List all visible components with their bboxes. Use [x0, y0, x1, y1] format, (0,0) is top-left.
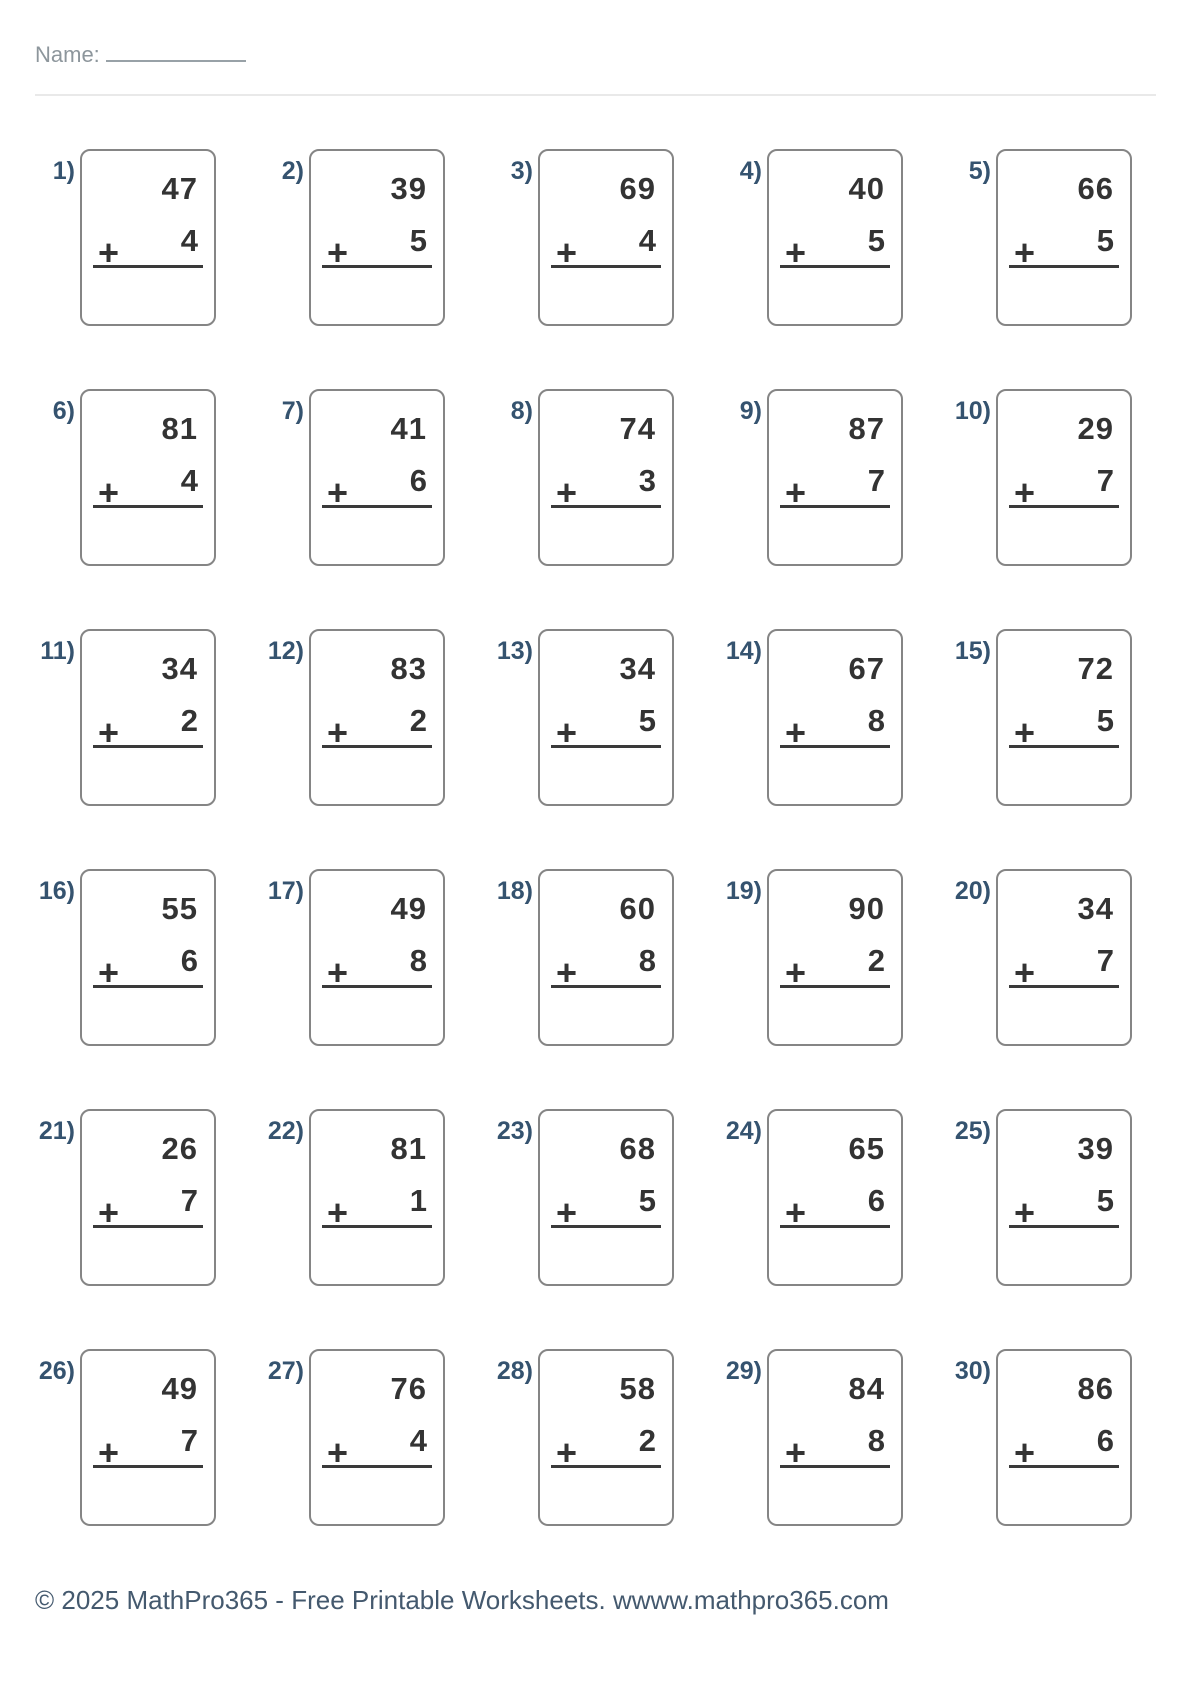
answer-area[interactable]: [543, 749, 669, 801]
top-number: 41: [390, 411, 427, 446]
plus-operator: +: [1014, 712, 1036, 753]
sum-line: [322, 265, 432, 268]
sum-line: [322, 745, 432, 748]
header-divider: [35, 94, 1156, 96]
problem-box: [996, 149, 1132, 326]
sum-line: [551, 1465, 661, 1468]
problem-number-label: 12): [267, 637, 304, 665]
plus-operator: +: [785, 472, 807, 513]
problem-box: [80, 149, 216, 326]
problem-cell: [722, 389, 903, 566]
top-number: 49: [390, 891, 427, 926]
top-number: 66: [1077, 171, 1114, 206]
problem-number-label: 10): [954, 397, 991, 425]
answer-area[interactable]: [543, 1469, 669, 1521]
sum-line: [551, 745, 661, 748]
problem-number-label: 29): [725, 1357, 762, 1385]
sum-line: [93, 1465, 203, 1468]
top-number: 72: [1077, 651, 1114, 686]
plus-operator: +: [98, 712, 120, 753]
addend-number: 7: [180, 1183, 198, 1218]
top-number: 26: [161, 1131, 198, 1166]
addend-number: 2: [180, 703, 198, 738]
plus-operator: +: [98, 1192, 120, 1233]
answer-area[interactable]: [772, 1229, 898, 1281]
plus-operator: +: [785, 712, 807, 753]
top-number: 49: [161, 1371, 198, 1406]
addend-number: 5: [638, 1183, 656, 1218]
top-number: 86: [1077, 1371, 1114, 1406]
problem-cell: [722, 869, 903, 1046]
problem-box: [538, 1349, 674, 1526]
problem-box: [767, 869, 903, 1046]
problem-cell: [722, 1349, 903, 1526]
problem-number-label: 8): [510, 397, 533, 425]
problem-box: [538, 869, 674, 1046]
sum-line: [93, 745, 203, 748]
problem-cell: [35, 389, 216, 566]
answer-area[interactable]: [1001, 989, 1127, 1041]
sum-line: [780, 505, 890, 508]
problem-cell: [264, 1349, 445, 1526]
plus-operator: +: [785, 1192, 807, 1233]
addend-number: 6: [409, 463, 427, 498]
problem-box: [538, 629, 674, 806]
problem-box: [80, 389, 216, 566]
answer-area[interactable]: [85, 509, 211, 561]
answer-area[interactable]: [314, 509, 440, 561]
name-label: Name:: [35, 42, 100, 67]
problem-box: [80, 629, 216, 806]
problem-cell: [722, 1109, 903, 1286]
problem-cell: [493, 1349, 674, 1526]
answer-area[interactable]: [85, 1469, 211, 1521]
problem-number-label: 1): [52, 157, 75, 185]
problem-cell: [264, 629, 445, 806]
problem-cell: [493, 1109, 674, 1286]
problem-cell: [951, 1109, 1132, 1286]
problem-number-label: 28): [496, 1357, 533, 1385]
problem-cell: [951, 629, 1132, 806]
problem-number-label: 19): [725, 877, 762, 905]
plus-operator: +: [785, 952, 807, 993]
problem-number-label: 4): [739, 157, 762, 185]
addend-number: 8: [638, 943, 656, 978]
problem-cell: [493, 629, 674, 806]
sum-line: [1009, 1225, 1119, 1228]
plus-operator: +: [1014, 472, 1036, 513]
addend-number: 4: [180, 463, 198, 498]
addend-number: 3: [638, 463, 656, 498]
sum-line: [1009, 505, 1119, 508]
sum-line: [93, 985, 203, 988]
plus-operator: +: [327, 1192, 349, 1233]
answer-area[interactable]: [314, 749, 440, 801]
sum-line: [551, 985, 661, 988]
answer-area[interactable]: [85, 269, 211, 321]
plus-operator: +: [1014, 952, 1036, 993]
problem-box: [309, 869, 445, 1046]
answer-area[interactable]: [1001, 749, 1127, 801]
sum-line: [1009, 265, 1119, 268]
addend-number: 7: [867, 463, 885, 498]
problem-box: [309, 149, 445, 326]
sum-line: [1009, 1465, 1119, 1468]
plus-operator: +: [98, 952, 120, 993]
answer-area[interactable]: [543, 989, 669, 1041]
problem-box: [996, 869, 1132, 1046]
top-number: 90: [848, 891, 885, 926]
sum-line: [780, 745, 890, 748]
addend-number: 2: [638, 1423, 656, 1458]
sum-line: [93, 505, 203, 508]
sum-line: [322, 505, 432, 508]
plus-operator: +: [785, 232, 807, 273]
problem-box: [538, 149, 674, 326]
sum-line: [551, 505, 661, 508]
answer-area[interactable]: [772, 989, 898, 1041]
problem-box: [309, 629, 445, 806]
problem-cell: [951, 1349, 1132, 1526]
problem-cell: [35, 869, 216, 1046]
sum-line: [93, 1225, 203, 1228]
problem-number-label: 13): [496, 637, 533, 665]
answer-area[interactable]: [543, 1229, 669, 1281]
sum-line: [93, 265, 203, 268]
addend-number: 4: [180, 223, 198, 258]
problem-box: [538, 1109, 674, 1286]
problem-cell: [951, 389, 1132, 566]
sum-line: [322, 985, 432, 988]
problem-box: [309, 389, 445, 566]
addend-number: 6: [1096, 1423, 1114, 1458]
problem-cell: [493, 149, 674, 326]
sum-line: [780, 1465, 890, 1468]
top-number: 58: [619, 1371, 656, 1406]
problem-number-label: 15): [954, 637, 991, 665]
addend-number: 5: [1096, 1183, 1114, 1218]
plus-operator: +: [556, 1432, 578, 1473]
problem-number-label: 20): [954, 877, 991, 905]
top-number: 84: [848, 1371, 885, 1406]
problem-cell: [35, 629, 216, 806]
answer-area[interactable]: [1001, 1229, 1127, 1281]
problem-number-label: 2): [281, 157, 304, 185]
sum-line: [780, 1225, 890, 1228]
problem-cell: [493, 389, 674, 566]
top-number: 47: [161, 171, 198, 206]
top-number: 87: [848, 411, 885, 446]
problem-box: [538, 389, 674, 566]
problem-number-label: 17): [267, 877, 304, 905]
problem-cell: [264, 389, 445, 566]
top-number: 83: [390, 651, 427, 686]
addend-number: 1: [409, 1183, 427, 1218]
top-number: 76: [390, 1371, 427, 1406]
addend-number: 8: [867, 703, 885, 738]
top-number: 68: [619, 1131, 656, 1166]
problems-grid: [35, 149, 1132, 1526]
problem-cell: [35, 1109, 216, 1286]
top-number: 60: [619, 891, 656, 926]
plus-operator: +: [785, 1432, 807, 1473]
plus-operator: +: [327, 1432, 349, 1473]
problem-box: [80, 869, 216, 1046]
name-input-line[interactable]: [106, 42, 246, 62]
answer-area[interactable]: [772, 749, 898, 801]
problem-number-label: 24): [725, 1117, 762, 1145]
plus-operator: +: [98, 472, 120, 513]
problem-number-label: 3): [510, 157, 533, 185]
top-number: 34: [619, 651, 656, 686]
problem-box: [767, 389, 903, 566]
addend-number: 2: [867, 943, 885, 978]
problem-number-label: 16): [38, 877, 75, 905]
plus-operator: +: [556, 712, 578, 753]
addend-number: 5: [1096, 223, 1114, 258]
top-number: 74: [619, 411, 656, 446]
problem-number-label: 9): [739, 397, 762, 425]
problem-number-label: 14): [725, 637, 762, 665]
problem-cell: [35, 1349, 216, 1526]
problem-number-label: 11): [40, 637, 75, 665]
plus-operator: +: [327, 952, 349, 993]
top-number: 69: [619, 171, 656, 206]
top-number: 34: [161, 651, 198, 686]
problem-box: [767, 149, 903, 326]
top-number: 39: [1077, 1131, 1114, 1166]
answer-area[interactable]: [314, 1229, 440, 1281]
problem-box: [996, 629, 1132, 806]
plus-operator: +: [556, 952, 578, 993]
problem-box: [80, 1109, 216, 1286]
sum-line: [780, 985, 890, 988]
addend-number: 7: [1096, 463, 1114, 498]
answer-area[interactable]: [1001, 1469, 1127, 1521]
problem-number-label: 7): [281, 397, 304, 425]
addend-number: 7: [1096, 943, 1114, 978]
plus-operator: +: [1014, 1432, 1036, 1473]
sum-line: [551, 265, 661, 268]
top-number: 81: [161, 411, 198, 446]
sum-line: [780, 265, 890, 268]
addend-number: 8: [409, 943, 427, 978]
problem-cell: [264, 869, 445, 1046]
answer-area[interactable]: [1001, 269, 1127, 321]
sum-line: [1009, 985, 1119, 988]
problem-cell: [35, 149, 216, 326]
plus-operator: +: [556, 232, 578, 273]
plus-operator: +: [1014, 1192, 1036, 1233]
addend-number: 8: [867, 1423, 885, 1458]
plus-operator: +: [1014, 232, 1036, 273]
sum-line: [322, 1225, 432, 1228]
problem-number-label: 26): [38, 1357, 75, 1385]
problem-box: [309, 1109, 445, 1286]
plus-operator: +: [327, 472, 349, 513]
footer-text: © 2025 MathPro365 - Free Printable Worksheets. wwww.mathpro365.com: [35, 1585, 889, 1615]
answer-area[interactable]: [772, 269, 898, 321]
addend-number: 5: [409, 223, 427, 258]
top-number: 40: [848, 171, 885, 206]
problem-box: [309, 1349, 445, 1526]
top-number: 34: [1077, 891, 1114, 926]
problem-box: [996, 1349, 1132, 1526]
addend-number: 4: [638, 223, 656, 258]
top-number: 29: [1077, 411, 1114, 446]
sum-line: [1009, 745, 1119, 748]
plus-operator: +: [556, 1192, 578, 1233]
addend-number: 5: [638, 703, 656, 738]
problem-box: [767, 1349, 903, 1526]
addend-number: 7: [180, 1423, 198, 1458]
answer-area[interactable]: [314, 1469, 440, 1521]
answer-area[interactable]: [543, 269, 669, 321]
sum-line: [551, 1225, 661, 1228]
top-number: 67: [848, 651, 885, 686]
addend-number: 6: [867, 1183, 885, 1218]
problem-number-label: 18): [496, 877, 533, 905]
addend-number: 5: [1096, 703, 1114, 738]
addend-number: 4: [409, 1423, 427, 1458]
problem-number-label: 30): [954, 1357, 991, 1385]
problem-cell: [264, 149, 445, 326]
problem-box: [996, 1109, 1132, 1286]
problem-number-label: 5): [968, 157, 991, 185]
plus-operator: +: [327, 712, 349, 753]
top-number: 65: [848, 1131, 885, 1166]
problem-number-label: 25): [954, 1117, 991, 1145]
plus-operator: +: [556, 472, 578, 513]
problem-number-label: 23): [496, 1117, 533, 1145]
problem-number-label: 27): [267, 1357, 304, 1385]
plus-operator: +: [98, 1432, 120, 1473]
problem-number-label: 22): [267, 1117, 304, 1145]
answer-area[interactable]: [85, 1229, 211, 1281]
top-number: 55: [161, 891, 198, 926]
problem-box: [767, 629, 903, 806]
problem-cell: [264, 1109, 445, 1286]
answer-area[interactable]: [314, 989, 440, 1041]
problem-cell: [951, 869, 1132, 1046]
answer-area[interactable]: [543, 509, 669, 561]
addend-number: 5: [867, 223, 885, 258]
problem-cell: [951, 149, 1132, 326]
problem-cell: [493, 869, 674, 1046]
problem-number-label: 21): [38, 1117, 75, 1145]
addend-number: 2: [409, 703, 427, 738]
top-number: 81: [390, 1131, 427, 1166]
answer-area[interactable]: [772, 509, 898, 561]
top-number: 39: [390, 171, 427, 206]
answer-area[interactable]: [85, 989, 211, 1041]
problem-box: [80, 1349, 216, 1526]
problem-box: [767, 1109, 903, 1286]
problem-cell: [722, 629, 903, 806]
answer-area[interactable]: [772, 1469, 898, 1521]
problem-cell: [722, 149, 903, 326]
addend-number: 6: [180, 943, 198, 978]
answer-area[interactable]: [314, 269, 440, 321]
plus-operator: +: [327, 232, 349, 273]
plus-operator: +: [98, 232, 120, 273]
problem-number-label: 6): [52, 397, 75, 425]
header: [35, 42, 246, 68]
sum-line: [322, 1465, 432, 1468]
problem-box: [996, 389, 1132, 566]
answer-area[interactable]: [1001, 509, 1127, 561]
answer-area[interactable]: [85, 749, 211, 801]
